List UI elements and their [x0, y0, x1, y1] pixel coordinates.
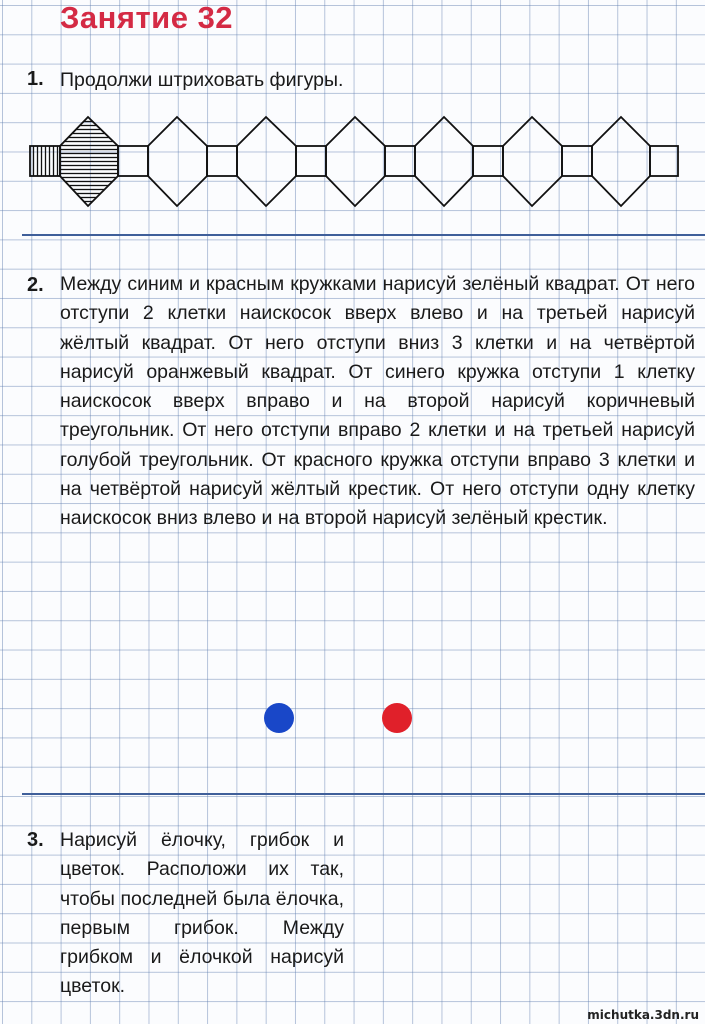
figure-square	[562, 146, 592, 176]
figure-diamond	[237, 117, 296, 206]
figure-square	[296, 146, 326, 176]
separator-line	[22, 234, 705, 236]
figure-diamond-shaded	[60, 117, 118, 206]
task-1-text: Продолжи штриховать фигуры.	[60, 69, 344, 91]
task-3-text: Нарисуй ёлочку, грибок и цветок. Расположи их так, чтобы последней была ёлочка, первым грибок. Между грибком и ёлочкой нарисуй цветок.	[60, 829, 344, 998]
figure-square	[385, 146, 415, 176]
figure-square	[118, 146, 148, 176]
shading-figures	[0, 0, 705, 240]
task-2-number: 2.	[27, 274, 44, 296]
figure-square	[650, 146, 678, 176]
red-circle	[382, 703, 412, 733]
figure-diamond	[415, 117, 473, 206]
task-1-number: 1.	[27, 68, 44, 90]
figure-square-shaded	[30, 146, 60, 176]
figure-diamond	[503, 117, 562, 206]
task-3-number: 3.	[27, 829, 44, 851]
separator-line	[22, 793, 705, 795]
task-2-text: Между синим и красным кружками нарисуй зелёный квадрат. От него отступи 2 клетки наискосок вверх влево и на третьей нарисуй жёлтый квадрат. От него отступи вниз 3 клетки и на четвёртой нарисуй оранжевый квадрат. От синего кружка отступи 1 клетку наискосок вверх вправо и на второй нарисуй коричневый треугольник. От него отступи вправо 2 клетки и на третьей нарисуй голубой треугольник. От красного кружка отступи вправо 3 клетки и на четвёртой нарисуй жёлтый крестик. От него отступи одну клетку наискосок вниз влево и на второй нарисуй зелёный крестик.	[60, 273, 695, 530]
lesson-title: Занятие 32	[60, 0, 234, 35]
figure-square	[473, 146, 503, 176]
blue-circle	[264, 703, 294, 733]
watermark: michutka.3dn.ru	[587, 1008, 699, 1022]
figure-diamond	[592, 117, 650, 206]
figure-square	[207, 146, 237, 176]
figure-diamond	[148, 117, 207, 206]
figure-diamond	[326, 117, 385, 206]
